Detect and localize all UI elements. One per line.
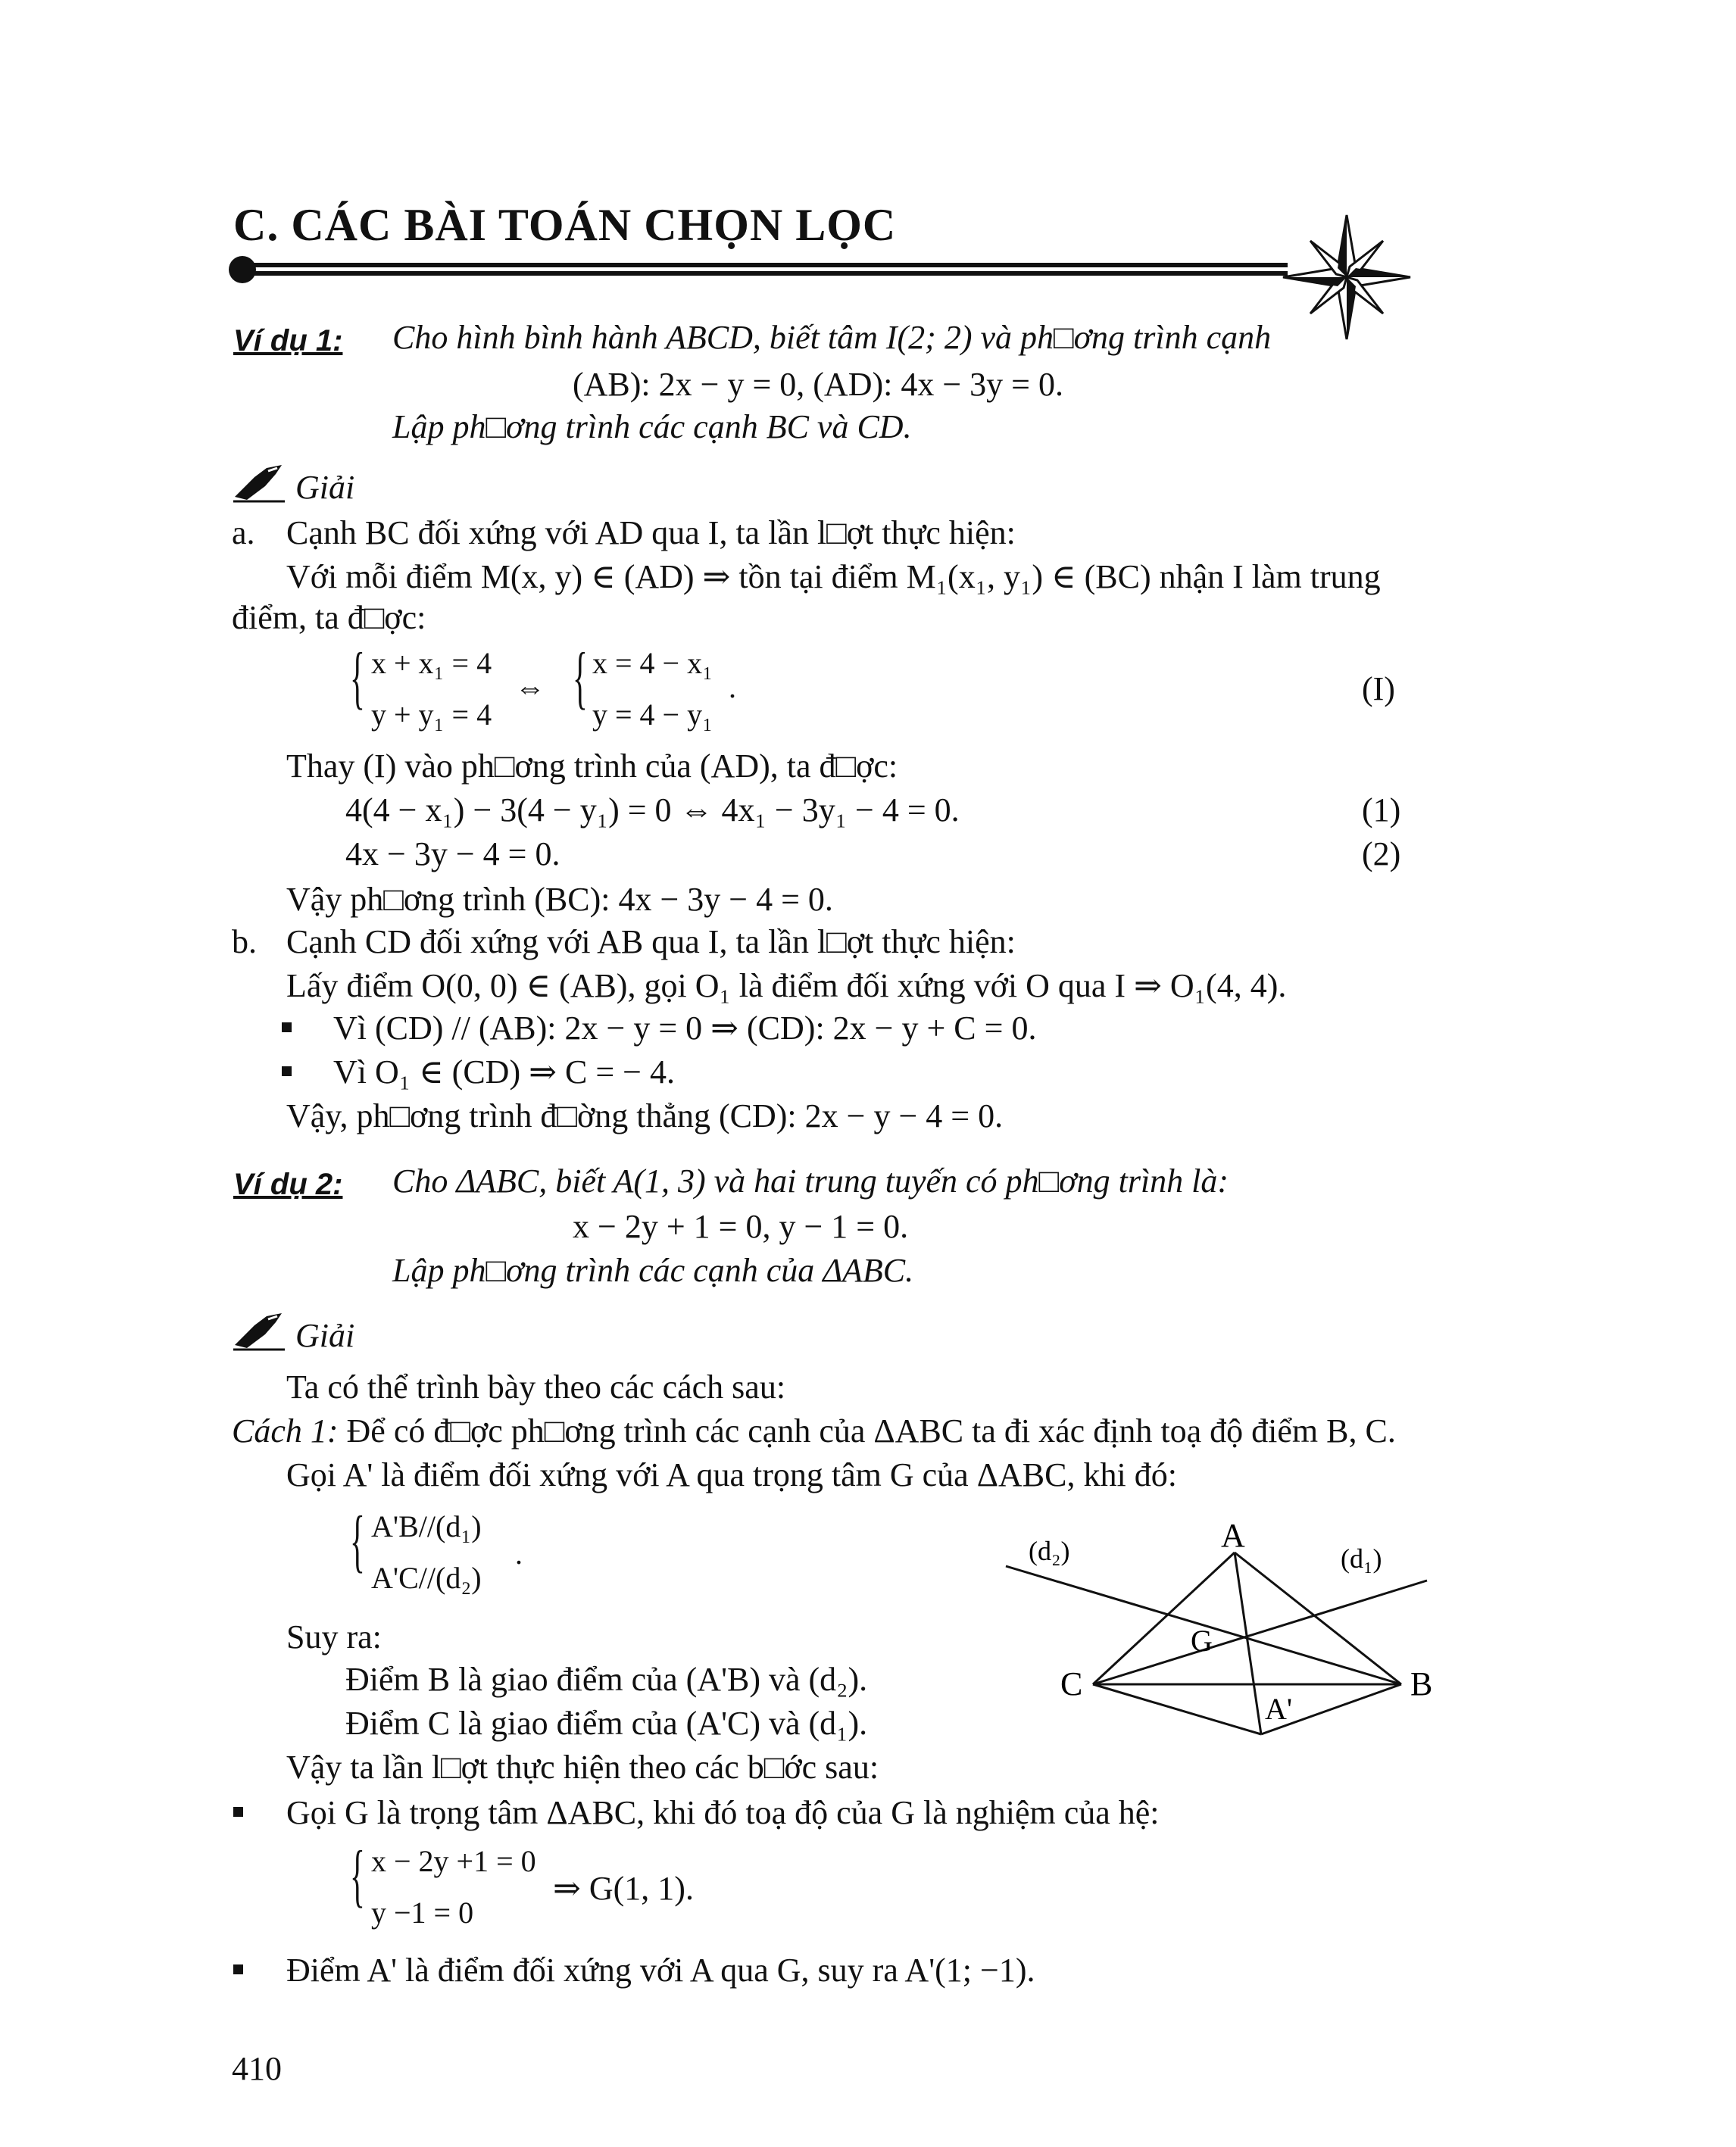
label-d1: (d₁) xyxy=(1341,1543,1382,1574)
point-c-statement: Điểm C là giao điểm của (A'C) và (d₁). xyxy=(345,1705,868,1742)
system-1-row-2: y + y₁ = 4 xyxy=(371,697,492,732)
system-2-row-2: A'C//(d₂) xyxy=(371,1561,482,1595)
part-b-line-2: Lấy điểm O(0, 0) ∈ (AB), gọi O₁ là điểm đối xứng với O qua I ⇒ O₁(4, 4). xyxy=(286,967,1287,1004)
system-1b-row-2: y = 4 − y₁ xyxy=(592,697,713,732)
page-number: 410 xyxy=(232,2050,282,2087)
part-b-line-1: Cạnh CD đối xứng với AB qua I, ta lần l□ợt thực hiện: xyxy=(286,923,1016,960)
label-a-prime: A' xyxy=(1265,1692,1293,1726)
system-3-row-1: x − 2y +1 = 0 xyxy=(371,1844,536,1878)
solution-2-line-2: Gọi A' là điểm đối xứng với A qua trọng tâm G của ΔABC, khi đó: xyxy=(286,1456,1177,1493)
method-1-line xyxy=(232,1412,1396,1451)
label-b: B xyxy=(1410,1665,1433,1702)
part-a-line-2: Với mỗi điểm M(x, y) ∈ (AD) ⇒ tồn tại điểm M₁(x₁, y₁) ∈ (BC) nhận I làm trung xyxy=(286,558,1381,595)
system-1-dot: . xyxy=(729,670,736,704)
point-b-statement: Điểm B là giao điểm của (A'B) và (d₂). xyxy=(345,1661,868,1698)
solution-1-label: Giải xyxy=(295,469,355,506)
system-2-dot: . xyxy=(515,1537,523,1571)
example-1-label: Ví dụ 1: xyxy=(233,324,343,357)
example-2-line-1: Cho ΔABC, biết A(1, 3) và hai trung tuyến có ph□ơng trình là: xyxy=(392,1162,1229,1200)
example-1-line-2: (AB): 2x − y = 0, (AD): 4x − 3y = 0. xyxy=(573,366,1063,403)
part-a-line-3: điểm, ta đ□ợc: xyxy=(232,599,426,636)
part-b-bullet-2: Vì O₁ ∈ (CD) ⇒ C = − 4. xyxy=(333,1053,675,1091)
label-c: C xyxy=(1060,1665,1083,1702)
suy-ra: Suy ra: xyxy=(286,1618,382,1655)
steps-intro: Vậy ta lần l□ợt thực hiện theo các b□ớc sau: xyxy=(286,1749,879,1786)
system-2-row-1: A'B//(d₁) xyxy=(371,1509,482,1543)
system-1-brace: { xyxy=(350,638,365,716)
equivalence-symbol: ⇔ xyxy=(515,670,545,704)
pen-hand-icon xyxy=(232,1312,286,1351)
equation-1: 4(4 − x₁) − 3(4 − y₁) = 0 ⇔ 4x₁ − 3y₁ − 4 = 0. xyxy=(345,791,960,829)
method-1-text: Để có đ□ợc ph□ơng trình các cạnh của ΔABC ta đi xác định toạ độ điểm B, C. xyxy=(338,1412,1396,1450)
title-rule xyxy=(227,254,1288,285)
example-1-line-1: Cho hình bình hành ABCD, biết tâm I(2; 2) và ph□ơng trình cạnh xyxy=(392,319,1272,356)
bullet-marker xyxy=(233,1807,243,1817)
method-1-label: Cách 1: xyxy=(232,1412,339,1450)
compass-star-icon xyxy=(1282,214,1412,341)
solution-2-intro: Ta có thể trình bày theo các cách sau: xyxy=(286,1368,786,1406)
side-ca xyxy=(1093,1553,1235,1684)
equation-tag-I: (I) xyxy=(1362,670,1395,707)
part-a-line-4: Thay (I) vào ph□ơng trình của (AD), ta đ□ợc: xyxy=(286,747,898,785)
part-b-marker: b. xyxy=(232,923,257,960)
solution-2-label: Giải xyxy=(295,1317,355,1354)
equation-tag-2: (2) xyxy=(1362,835,1401,872)
example-2-line-2: x − 2y + 1 = 0, y − 1 = 0. xyxy=(573,1208,909,1245)
label-g: G xyxy=(1191,1624,1213,1658)
part-a-conclusion: Vậy ph□ơng trình (BC): 4x − 3y − 4 = 0. xyxy=(286,881,833,918)
system-2-brace: { xyxy=(350,1502,365,1579)
system-3-brace: { xyxy=(350,1836,365,1914)
equation-2: 4x − 3y − 4 = 0. xyxy=(345,835,560,872)
system-1b-row-1: x = 4 − x₁ xyxy=(592,646,713,680)
system-1b-brace: { xyxy=(573,638,588,716)
example-2-line-3: Lập ph□ơng trình các cạnh của ΔABC. xyxy=(392,1252,914,1289)
bullet-marker xyxy=(282,1066,292,1076)
part-b-bullet-1: Vì (CD) // (AB): 2x − y = 0 ⇒ (CD): 2x − y + C = 0. xyxy=(333,1010,1037,1047)
equation-tag-1: (1) xyxy=(1362,791,1401,829)
system-3-result: ⇒ G(1, 1). xyxy=(553,1870,694,1907)
label-d2: (d₂) xyxy=(1029,1536,1070,1566)
example-2-label: Ví dụ 2: xyxy=(233,1168,343,1201)
line-d1 xyxy=(1093,1581,1427,1684)
part-b-conclusion: Vậy, ph□ơng trình đ□ờng thẳng (CD): 2x − y − 4 = 0. xyxy=(286,1097,1004,1134)
system-3-row-2: y −1 = 0 xyxy=(371,1896,474,1930)
step-bullet-2: Điểm A' là điểm đối xứng với A qua G, suy ra A'(1; −1). xyxy=(286,1952,1035,1989)
label-a: A xyxy=(1221,1517,1245,1554)
part-a-line-1: Cạnh BC đối xứng với AD qua I, ta lần l□ợt thực hiện: xyxy=(286,514,1016,551)
example-1-line-3: Lập ph□ơng trình các cạnh BC và CD. xyxy=(392,408,912,445)
section-title: C. CÁC BÀI TOÁN CHỌN LỌC xyxy=(233,200,897,250)
system-1-row-1: x + x₁ = 4 xyxy=(371,646,492,680)
segment-ap-c xyxy=(1093,1684,1261,1734)
triangle-figure xyxy=(985,1515,1454,1757)
line-a-ap xyxy=(1235,1553,1261,1734)
bullet-marker xyxy=(233,1964,243,1974)
bullet-marker xyxy=(282,1022,292,1032)
step-bullet-1: Gọi G là trọng tâm ΔABC, khi đó toạ độ của G là nghiệm của hệ: xyxy=(286,1794,1160,1831)
pen-hand-icon xyxy=(232,463,286,503)
part-a-marker: a. xyxy=(232,514,255,551)
